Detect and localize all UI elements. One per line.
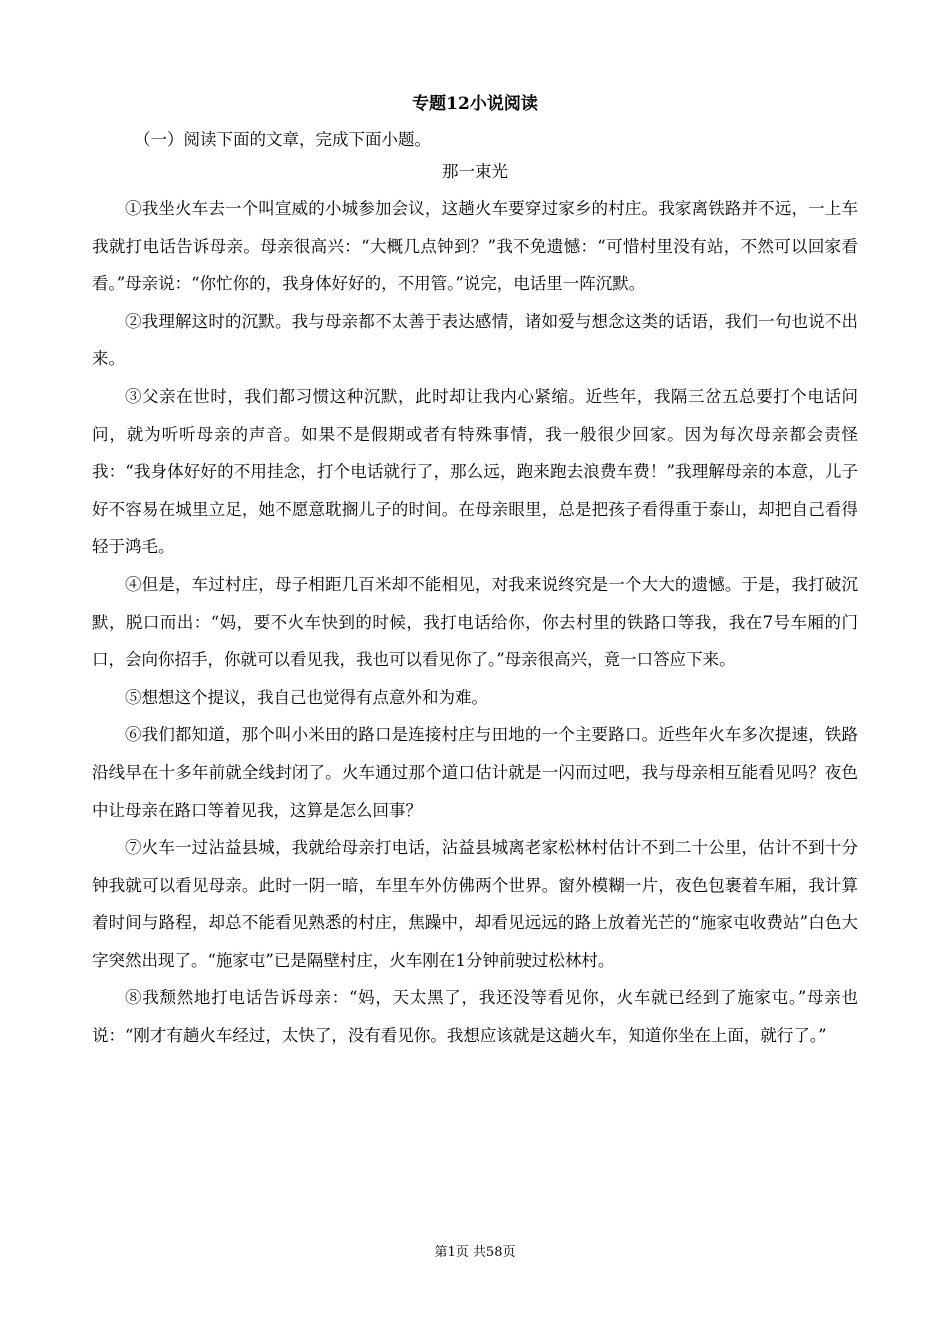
document-title: 专题12小说阅读: [412, 94, 538, 114]
paragraph-8: ⑧我颓然地打电话告诉母亲：“妈，天太黑了，我还没等看见你，火车就已经到了施家屯。”母亲也说：“刚才有趟火车经过，太快了，没有看见你。我想应该就是这趟火车，知道你坐在上面，就行了。”: [92, 988, 858, 1046]
paragraph-2: ②我理解这时的沉默。我与母亲都不太善于表达感情，诸如爱与想念这类的话语，我们一句也说不出来。: [92, 311, 858, 369]
story-title: 那一束光: [442, 162, 508, 181]
paragraph-4: ④但是，车过村庄，母子相距几百米却不能相见，对我来说终究是一个大大的遗憾。于是，我打破沉默，脱口而出：“妈，要不火车快到的时候，我打电话给你，你去村里的铁路口等我，我在7号车厢的门口，会向你招手，你就可以看见我，我也可以看见你了。”母亲很高兴，竟一口答应下来。: [92, 574, 858, 670]
paragraph-7: ⑦火车一过沾益县城，我就给母亲打电话，沾益县城离老家松林村估计不到二十公里，估计不到十分钟我就可以看见母亲。此时一阴一暗，车里车外仿佛两个世界。窗外模糊一片，夜色包裹着车厢，我计算着时间与路程，却总不能看见熟悉的村庄，焦躁中，却看见远远的路上放着光芒的“施家屯收费站”白色大字突然出现了。“施家屯”已是隔壁村庄，火车刚在1分钟前驶过松林村。: [92, 838, 858, 970]
paragraph-3: ③父亲在世时，我们都习惯这种沉默，此时却让我内心紧缩。近些年，我隔三岔五总要打个电话问问，就为听听母亲的声音。如果不是假期或者有特殊事情，我一般很少回家。因为每次母亲都会责怪我：“我身体好好的不用挂念，打个电话就行了，那么远，跑来跑去浪费车费！”我理解母亲的本意，儿子好不容易在城里立足，她不愿意耽搁儿子的时间。在母亲眼里，总是把孩子看得重于泰山，却把自己看得轻于鸿毛。: [92, 386, 858, 557]
paragraph-6: ⑥我们都知道，那个叫小米田的路口是连接村庄与田地的一个主要路口。近些年火车多次提速，铁路沿线早在十多年前就全线封闭了。火车通过那个道口估计就是一闪而过吧，我与母亲相互能看见吗？夜色中让母亲在路口等着见我，这算是怎么回事？: [92, 725, 858, 820]
section-intro: （一）阅读下面的文章，完成下面小题。: [134, 130, 431, 149]
page-footer: 第1页 共58页: [434, 1245, 516, 1260]
paragraph-1: ①我坐火车去一个叫宣威的小城参加会议，这趟火车要穿过家乡的村庄。我家离铁路并不远，一上车我就打电话告诉母亲。母亲很高兴：“大概几点钟到？”我不免遗憾：“可惜村里没有站，不然可以回家看看。”母亲说：“你忙你的，我身体好好的，不用管。”说完，电话里一阵沉默。: [92, 199, 858, 294]
paragraph-5: ⑤想想这个提议，我自己也觉得有点意外和为难。: [125, 687, 488, 707]
document-page: [92, 92, 858, 1055]
